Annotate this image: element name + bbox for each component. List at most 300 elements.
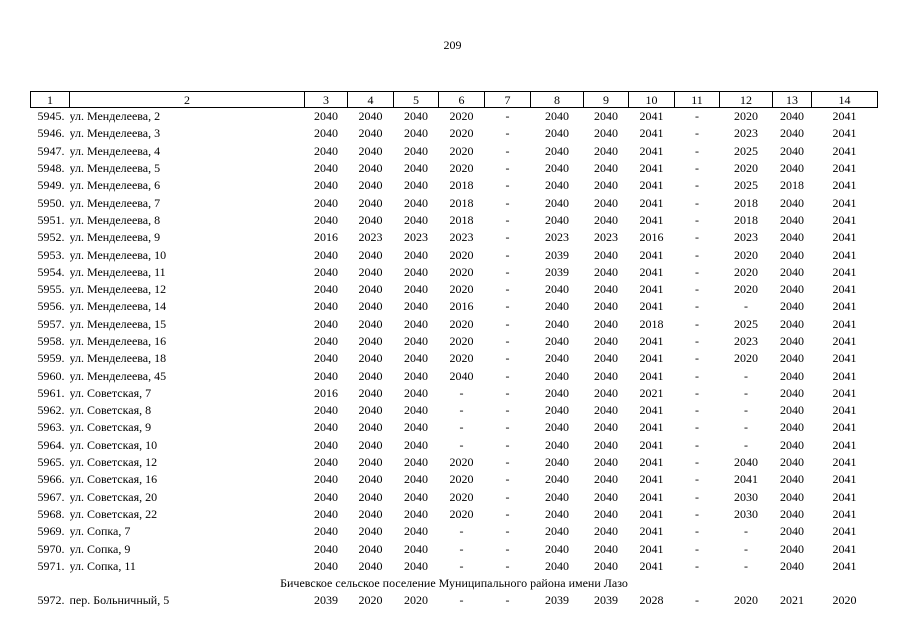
- value-cell: 2020: [734, 161, 758, 176]
- value-cell: -: [695, 351, 699, 366]
- value-cell: 2040: [404, 195, 428, 210]
- value-cell: -: [505, 109, 510, 124]
- value-cell: 2040: [314, 195, 338, 210]
- table-row: [31, 558, 878, 575]
- value-cell: 2040: [780, 558, 804, 573]
- row-number-cell: 5968.: [37, 506, 65, 521]
- row-number-cell: 5960.: [37, 368, 65, 383]
- value-cell: 2040: [545, 489, 569, 504]
- row-number-cell: 5961.: [37, 385, 65, 400]
- value-cell: 2040: [594, 109, 618, 124]
- value-cell: 2040: [314, 524, 338, 539]
- value-cell: 2041: [734, 472, 758, 487]
- row-number-cell: 5959.: [37, 351, 65, 366]
- value-cell: 2020: [449, 489, 474, 504]
- value-cell: 2040: [780, 126, 804, 141]
- value-cell: 2040: [780, 247, 804, 262]
- value-cell: 2040: [314, 489, 338, 504]
- value-cell: -: [744, 524, 748, 539]
- value-cell: 2040: [314, 161, 338, 176]
- address-cell: ул. Менделеева, 5: [69, 161, 161, 176]
- value-cell: 2020: [449, 334, 474, 348]
- value-cell: -: [695, 437, 699, 452]
- table-row: [31, 125, 878, 142]
- value-cell: 2040: [358, 558, 383, 573]
- value-cell: -: [695, 316, 699, 331]
- value-cell: 2020: [734, 247, 758, 262]
- table-row: [31, 506, 878, 523]
- value-cell: 2041: [832, 455, 857, 470]
- value-cell: 2039: [545, 247, 569, 262]
- value-cell: -: [744, 299, 748, 314]
- value-cell: 2041: [639, 489, 664, 504]
- value-cell: -: [459, 541, 464, 556]
- value-cell: 2040: [358, 109, 383, 124]
- value-cell: 2040: [594, 299, 618, 314]
- value-cell: 2040: [594, 247, 618, 262]
- value-cell: 2040: [545, 351, 569, 366]
- data-table: [30, 91, 878, 610]
- value-cell: 2040: [594, 351, 618, 366]
- value-cell: 2018: [449, 212, 474, 227]
- value-cell: 2040: [594, 126, 618, 141]
- value-cell: 2040: [594, 334, 618, 348]
- value-cell: 2040: [780, 489, 804, 504]
- value-cell: 2040: [358, 161, 383, 176]
- value-cell: 2041: [639, 334, 664, 348]
- value-cell: 2041: [639, 420, 664, 435]
- value-cell: 2028: [639, 593, 664, 608]
- value-cell: 2023: [594, 230, 618, 245]
- value-cell: -: [505, 247, 510, 262]
- value-cell: 2023: [404, 230, 428, 245]
- address-cell: ул. Менделеева, 4: [69, 143, 161, 158]
- value-cell: 2023: [449, 230, 474, 245]
- value-cell: 2040: [404, 385, 428, 400]
- value-cell: 2018: [734, 195, 758, 210]
- row-number-cell: 5949.: [37, 178, 65, 193]
- value-cell: -: [505, 403, 510, 418]
- value-cell: -: [459, 558, 464, 573]
- value-cell: -: [695, 420, 699, 435]
- value-cell: -: [695, 334, 699, 348]
- value-cell: 2040: [594, 524, 618, 539]
- value-cell: 2040: [594, 385, 618, 400]
- value-cell: -: [505, 437, 510, 452]
- value-cell: 2040: [545, 334, 569, 348]
- value-cell: -: [459, 437, 464, 452]
- value-cell: 2018: [639, 316, 664, 331]
- header-cell: 3: [305, 92, 348, 108]
- value-cell: 2040: [358, 351, 383, 366]
- value-cell: 2040: [594, 178, 618, 193]
- value-cell: 2040: [594, 437, 618, 452]
- row-number-cell: 5964.: [37, 437, 65, 452]
- value-cell: 2016: [314, 385, 338, 400]
- value-cell: 2040: [314, 334, 338, 348]
- value-cell: 2040: [545, 368, 569, 383]
- value-cell: 2020: [449, 472, 474, 487]
- value-cell: 2039: [545, 264, 569, 279]
- value-cell: 2040: [314, 420, 338, 435]
- value-cell: 2040: [780, 212, 804, 227]
- value-cell: 2023: [545, 230, 569, 245]
- address-cell: ул. Сопка, 11: [69, 558, 136, 573]
- value-cell: 2020: [449, 264, 474, 279]
- table-row: [31, 592, 878, 609]
- table-row: [31, 143, 878, 160]
- value-cell: 2039: [314, 593, 338, 608]
- value-cell: 2040: [314, 316, 338, 331]
- value-cell: 2039: [545, 593, 569, 608]
- value-cell: 2041: [832, 126, 857, 141]
- value-cell: 2040: [545, 178, 569, 193]
- value-cell: 2041: [832, 212, 857, 227]
- value-cell: 2040: [314, 143, 338, 158]
- value-cell: 2040: [780, 282, 804, 297]
- address-cell: ул. Менделеева, 14: [69, 299, 167, 314]
- row-number-cell: 5956.: [37, 299, 65, 314]
- value-cell: 2040: [594, 212, 618, 227]
- table-row: [31, 264, 878, 281]
- address-cell: ул. Менделеева, 3: [69, 126, 161, 141]
- table-row: [31, 385, 878, 402]
- header-cell: 9: [584, 92, 629, 108]
- value-cell: -: [695, 472, 699, 487]
- value-cell: 2040: [358, 385, 383, 400]
- row-number-cell: 5972.: [37, 593, 65, 608]
- value-cell: 2040: [780, 420, 804, 435]
- value-cell: 2040: [358, 299, 383, 314]
- value-cell: -: [695, 541, 699, 556]
- value-cell: 2018: [780, 178, 804, 193]
- value-cell: -: [695, 403, 699, 418]
- value-cell: 2040: [358, 455, 383, 470]
- value-cell: 2040: [780, 109, 804, 124]
- value-cell: 2041: [832, 247, 857, 262]
- value-cell: 2040: [594, 316, 618, 331]
- value-cell: 2041: [639, 299, 664, 314]
- header-cell: 2: [70, 92, 305, 108]
- value-cell: 2041: [639, 247, 664, 262]
- value-cell: 2020: [734, 109, 758, 124]
- header-cell: 5: [394, 92, 439, 108]
- header-cell: 14: [812, 92, 878, 108]
- table-header-row: [31, 92, 878, 108]
- value-cell: 2041: [832, 558, 857, 573]
- value-cell: 2020: [449, 143, 474, 158]
- value-cell: 2041: [639, 351, 664, 366]
- value-cell: 2040: [594, 558, 618, 573]
- section-title: Бичевское сельское поселение Муниципального района имени Лазо: [280, 576, 628, 591]
- value-cell: -: [505, 593, 510, 608]
- value-cell: 2041: [639, 368, 664, 383]
- table-row: [31, 523, 878, 540]
- value-cell: 2041: [639, 524, 664, 539]
- value-cell: 2041: [639, 126, 664, 141]
- value-cell: -: [744, 437, 748, 452]
- value-cell: 2040: [780, 264, 804, 279]
- table-row: [31, 540, 878, 557]
- value-cell: 2041: [832, 420, 857, 435]
- value-cell: 2040: [545, 455, 569, 470]
- value-cell: -: [505, 161, 510, 176]
- table-row: [31, 281, 878, 298]
- row-number-cell: 5945.: [37, 109, 65, 124]
- value-cell: -: [695, 385, 699, 400]
- value-cell: 2040: [594, 403, 618, 418]
- table-row: [31, 437, 878, 454]
- value-cell: 2040: [358, 195, 383, 210]
- value-cell: 2040: [594, 472, 618, 487]
- value-cell: -: [459, 403, 464, 418]
- value-cell: -: [695, 299, 699, 314]
- value-cell: 2040: [594, 195, 618, 210]
- value-cell: 2041: [832, 524, 857, 539]
- header-cell: 4: [348, 92, 394, 108]
- value-cell: -: [695, 264, 699, 279]
- value-cell: 2040: [358, 489, 383, 504]
- table-row: [31, 350, 878, 367]
- value-cell: 2040: [314, 282, 338, 297]
- value-cell: 2041: [639, 282, 664, 297]
- value-cell: 2041: [832, 437, 857, 452]
- value-cell: 2016: [314, 230, 338, 245]
- value-cell: -: [695, 143, 699, 158]
- value-cell: 2020: [449, 351, 474, 366]
- value-cell: -: [505, 299, 510, 314]
- value-cell: -: [744, 403, 748, 418]
- value-cell: 2020: [832, 593, 857, 608]
- address-cell: ул. Советская, 9: [69, 420, 152, 435]
- row-number-cell: 5950.: [37, 195, 65, 210]
- value-cell: 2041: [832, 282, 857, 297]
- header-cell: 10: [629, 92, 675, 108]
- value-cell: 2040: [404, 143, 428, 158]
- value-cell: -: [505, 230, 510, 245]
- value-cell: 2040: [404, 558, 428, 573]
- table-row: [31, 229, 878, 246]
- value-cell: 2040: [780, 506, 804, 521]
- value-cell: 2040: [314, 472, 338, 487]
- value-cell: 2041: [639, 437, 664, 452]
- value-cell: 2023: [734, 126, 758, 141]
- value-cell: -: [505, 316, 510, 331]
- value-cell: 2040: [404, 109, 428, 124]
- value-cell: 2041: [639, 472, 664, 487]
- value-cell: 2041: [832, 385, 857, 400]
- value-cell: 2041: [639, 264, 664, 279]
- header-cell: 1: [31, 92, 70, 108]
- row-number-cell: 5966.: [37, 472, 65, 487]
- value-cell: 2040: [594, 143, 618, 158]
- value-cell: 2025: [734, 178, 758, 193]
- table-row: [31, 419, 878, 436]
- value-cell: 2040: [314, 455, 338, 470]
- value-cell: -: [505, 143, 510, 158]
- value-cell: 2040: [545, 126, 569, 141]
- value-cell: 2040: [545, 506, 569, 521]
- table-row: [31, 454, 878, 471]
- table-row: [31, 298, 878, 315]
- value-cell: 2041: [832, 161, 857, 176]
- address-cell: ул. Менделеева, 12: [69, 282, 167, 297]
- row-number-cell: 5971.: [37, 558, 65, 573]
- header-cell: 13: [773, 92, 812, 108]
- value-cell: 2040: [358, 247, 383, 262]
- value-cell: 2040: [545, 541, 569, 556]
- value-cell: 2041: [639, 109, 664, 124]
- value-cell: 2041: [639, 403, 664, 418]
- value-cell: -: [505, 178, 510, 193]
- value-cell: 2040: [449, 368, 474, 383]
- value-cell: 2040: [594, 489, 618, 504]
- value-cell: -: [505, 420, 510, 435]
- value-cell: 2040: [594, 420, 618, 435]
- value-cell: -: [744, 558, 748, 573]
- value-cell: 2040: [404, 524, 428, 539]
- value-cell: 2041: [832, 334, 857, 348]
- value-cell: 2040: [358, 541, 383, 556]
- value-cell: 2041: [832, 143, 857, 158]
- value-cell: 2041: [832, 489, 857, 504]
- row-number-cell: 5965.: [37, 455, 65, 470]
- row-number-cell: 5952.: [37, 230, 65, 245]
- value-cell: 2041: [832, 506, 857, 521]
- value-cell: 2040: [780, 455, 804, 470]
- value-cell: -: [695, 524, 699, 539]
- value-cell: -: [695, 161, 699, 176]
- row-number-cell: 5954.: [37, 264, 65, 279]
- value-cell: -: [695, 212, 699, 227]
- value-cell: 2040: [404, 472, 428, 487]
- row-number-cell: 5955.: [37, 282, 65, 297]
- value-cell: 2040: [404, 178, 428, 193]
- value-cell: -: [505, 264, 510, 279]
- table-row: [31, 471, 878, 488]
- value-cell: 2040: [358, 282, 383, 297]
- table-row: [31, 489, 878, 506]
- value-cell: 2040: [314, 247, 338, 262]
- address-cell: ул. Менделеева, 18: [69, 351, 167, 366]
- value-cell: 2020: [449, 506, 474, 521]
- value-cell: 2040: [404, 212, 428, 227]
- address-cell: ул. Советская, 8: [69, 403, 152, 418]
- address-cell: ул. Менделеева, 7: [69, 195, 161, 210]
- value-cell: 2021: [639, 385, 664, 400]
- value-cell: 2040: [358, 212, 383, 227]
- row-number-cell: 5958.: [37, 334, 65, 348]
- value-cell: 2041: [639, 455, 664, 470]
- value-cell: 2041: [639, 506, 664, 521]
- value-cell: 2040: [404, 403, 428, 418]
- value-cell: -: [695, 247, 699, 262]
- value-cell: 2040: [358, 437, 383, 452]
- value-cell: 2040: [780, 230, 804, 245]
- row-number-cell: 5947.: [37, 143, 65, 158]
- value-cell: 2041: [832, 403, 857, 418]
- value-cell: 2040: [404, 247, 428, 262]
- value-cell: 2018: [449, 178, 474, 193]
- value-cell: 2040: [358, 420, 383, 435]
- address-cell: ул. Менделеева, 6: [69, 178, 161, 193]
- value-cell: -: [505, 334, 510, 348]
- address-cell: ул. Менделеева, 11: [69, 264, 166, 279]
- value-cell: -: [695, 195, 699, 210]
- header-cell: 7: [485, 92, 531, 108]
- value-cell: 2020: [449, 247, 474, 262]
- value-cell: 2040: [314, 299, 338, 314]
- value-cell: 2020: [734, 264, 758, 279]
- value-cell: 2020: [449, 316, 474, 331]
- address-cell: ул. Сопка, 9: [69, 541, 131, 556]
- row-number-cell: 5946.: [37, 126, 65, 141]
- value-cell: 2040: [780, 334, 804, 348]
- value-cell: 2020: [449, 109, 474, 124]
- value-cell: -: [459, 593, 464, 608]
- value-cell: 2040: [358, 316, 383, 331]
- value-cell: 2020: [734, 593, 758, 608]
- value-cell: 2040: [314, 126, 338, 141]
- value-cell: 2040: [780, 351, 804, 366]
- value-cell: 2040: [314, 437, 338, 452]
- table-row: [31, 212, 878, 229]
- value-cell: 2041: [639, 178, 664, 193]
- value-cell: 2040: [780, 368, 804, 383]
- row-number-cell: 5969.: [37, 524, 65, 539]
- value-cell: 2040: [314, 212, 338, 227]
- value-cell: 2040: [780, 299, 804, 314]
- value-cell: -: [744, 385, 748, 400]
- value-cell: 2040: [404, 299, 428, 314]
- value-cell: 2040: [780, 472, 804, 487]
- value-cell: -: [505, 455, 510, 470]
- value-cell: 2041: [832, 316, 857, 331]
- address-cell: ул. Советская, 12: [69, 455, 158, 470]
- value-cell: -: [505, 126, 510, 141]
- value-cell: -: [505, 524, 510, 539]
- value-cell: 2040: [780, 524, 804, 539]
- row-number-cell: 5948.: [37, 161, 65, 176]
- value-cell: -: [744, 420, 748, 435]
- value-cell: 2040: [404, 420, 428, 435]
- table-row: [31, 160, 878, 177]
- value-cell: 2020: [358, 593, 383, 608]
- value-cell: 2040: [404, 437, 428, 452]
- value-cell: -: [695, 178, 699, 193]
- value-cell: 2040: [314, 109, 338, 124]
- value-cell: 2040: [358, 506, 383, 521]
- value-cell: 2041: [639, 541, 664, 556]
- value-cell: -: [505, 472, 510, 487]
- value-cell: 2018: [734, 212, 758, 227]
- value-cell: 2020: [449, 126, 474, 141]
- value-cell: 2040: [780, 316, 804, 331]
- value-cell: -: [695, 282, 699, 297]
- value-cell: -: [459, 420, 464, 435]
- value-cell: 2040: [594, 161, 618, 176]
- value-cell: 2030: [734, 506, 758, 521]
- value-cell: 2040: [314, 558, 338, 573]
- value-cell: 2020: [734, 351, 758, 366]
- value-cell: -: [505, 351, 510, 366]
- value-cell: 2040: [404, 316, 428, 331]
- value-cell: -: [695, 593, 699, 608]
- address-cell: ул. Менделеева, 8: [69, 212, 161, 227]
- value-cell: -: [695, 455, 699, 470]
- row-number-cell: 5967.: [37, 489, 65, 504]
- value-cell: 2040: [404, 161, 428, 176]
